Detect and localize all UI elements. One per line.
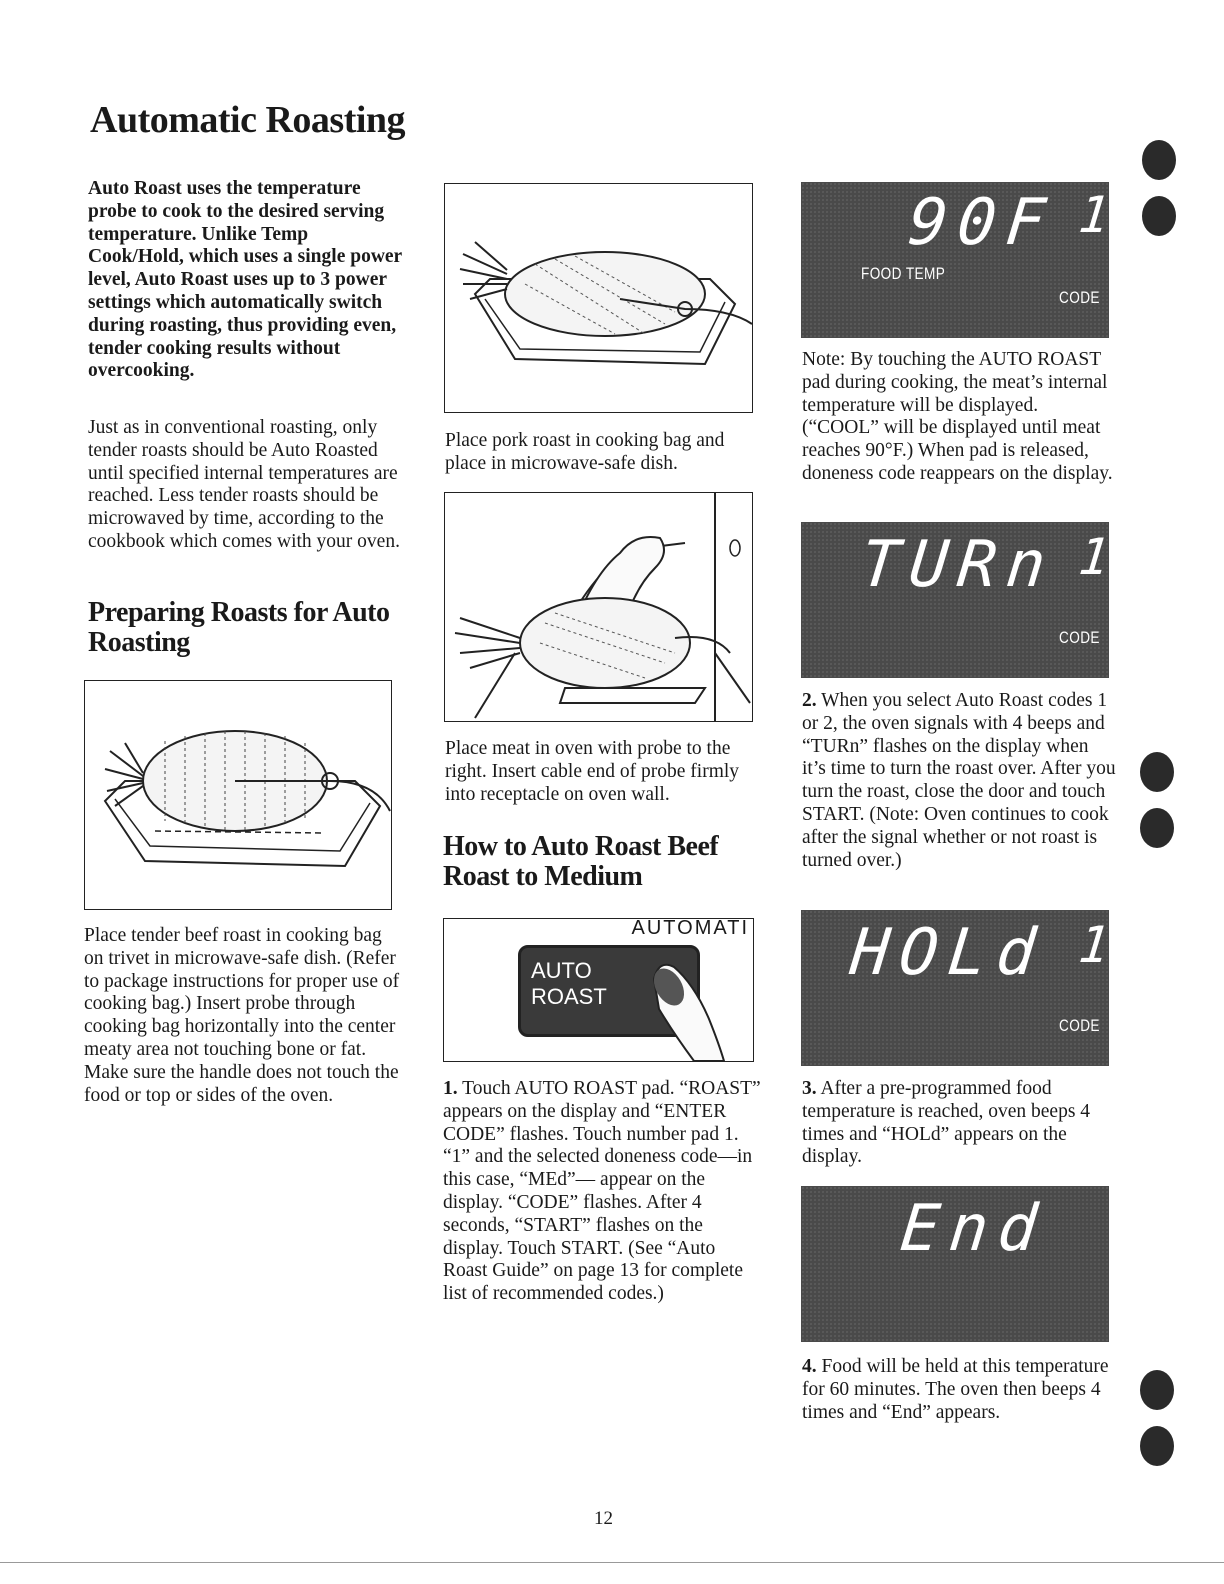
- binder-hole-mark: [1140, 808, 1174, 848]
- display-2-code-digit: 1: [1075, 528, 1123, 586]
- beef-roast-illustration: [84, 680, 392, 910]
- section-heading-preparing: Preparing Roasts for Auto Roasting: [88, 597, 390, 658]
- display-1-code-digit: 1: [1075, 186, 1123, 244]
- auto-roast-pad-illustration: [443, 918, 754, 1062]
- display-1-label-left: FOOD TEMP: [861, 264, 946, 283]
- pork-roast-illustration: [444, 183, 753, 413]
- display-2-label-right: CODE: [1059, 628, 1100, 647]
- note-paragraph: Note: By touching the AUTO ROAST pad during cooking, the meat’s internal temperature will be displayed. (“COOL” will be displayed until meat reaches 90°F.) When pad is released, doneness code reappears on the display.: [802, 349, 1113, 484]
- display-3-label-right: CODE: [1059, 1016, 1100, 1035]
- display-3-digits: HOLd: [847, 916, 1050, 990]
- intro-paragraph: Just as in conventional roasting, only tender roasts should be Auto Roasted until specified internal temperatures are reached. Less tender roasts should be microwaved by time, according to the cookbook which comes with your oven.: [88, 417, 400, 552]
- display-1-label-right: CODE: [1059, 288, 1100, 307]
- finger-icon: [634, 939, 753, 1061]
- step-3-number: 3.: [802, 1078, 817, 1099]
- display-3-code-digit: 1: [1075, 916, 1123, 974]
- section-heading-how-to: How to Auto Roast Beef Roast to Medium: [443, 831, 719, 892]
- probe-caption: Place meat in oven with probe to the right. Insert cable end of probe firmly into receptacle on oven wall.: [445, 738, 740, 805]
- display-2-digits: TURn: [857, 528, 1060, 602]
- step-1: [443, 1078, 763, 1306]
- probe-insertion-illustration: [444, 492, 753, 722]
- intro-bold-paragraph: Auto Roast uses the temperature probe to cook to the desired serving temperature. Unlike Temp Cook/Hold, which uses a single power level, Auto Roast uses up to 3 power settings which automatically switch during roasting, thus providing even, tender cooking results without overcooking.: [88, 178, 402, 382]
- bottom-rule: [0, 1562, 1224, 1563]
- beef-roast-caption: Place tender beef roast in cooking bag on trivet in microwave-safe dish. (Refer to package instructions for proper use of cooking bag.) Insert probe through cooking bag horizontally into the center meaty area not touching bone or fat. Make sure the handle does not touch the food or top or sides of the oven.: [84, 925, 400, 1106]
- step-4: [802, 1356, 1117, 1424]
- display-end: [801, 1186, 1109, 1342]
- display-hold: [801, 910, 1123, 1066]
- page-title: Automatic Roasting: [90, 99, 406, 141]
- page-number: 12: [594, 1508, 613, 1529]
- auto-roast-button-line1: AUTO: [531, 958, 592, 983]
- step-4-text: Food will be held at this temperature for 60 minutes. The oven then beeps 4 times and “End” appears.: [802, 1356, 1109, 1423]
- auto-roast-button-line2: ROAST: [531, 984, 607, 1009]
- step-1-text: Touch AUTO ROAST pad. “ROAST” appears on the display and “ENTER CODE” flashes. Touch number pad 1. “1” and the selected doneness code—in this case, “MEd”— appear on the display. “CODE” flashes. After 4 seconds, “START” flashes on the display. Touch START. (See “Auto Roast Guide” on page 13 for complete list of recommended codes.): [443, 1078, 761, 1305]
- binder-hole-mark: [1142, 196, 1176, 236]
- pork-roast-caption: Place pork roast in cooking bag and place in microwave-safe dish.: [445, 430, 725, 474]
- step-2-text: When you select Auto Roast codes 1 or 2, the oven signals with 4 beeps and “TURn” flashes on the display when it’s time to turn the roast over. After you turn the roast, close the door and touch START. (Note: Oven continues to cook after the signal whether or not roast is turned over.): [802, 690, 1116, 871]
- step-2: [802, 690, 1117, 872]
- display-1-digits: 90F: [905, 186, 1059, 260]
- binder-hole-mark: [1140, 752, 1174, 792]
- step-1-number: 1.: [443, 1078, 458, 1099]
- display-4-digits: End: [897, 1192, 1051, 1266]
- panel-header: AUTOMATI: [631, 918, 749, 939]
- step-3-text: After a pre-programmed food temperature is reached, oven beeps 4 times and “HOLd” appears on the display.: [802, 1078, 1091, 1168]
- binder-hole-mark: [1140, 1426, 1174, 1466]
- step-4-number: 4.: [802, 1356, 817, 1377]
- binder-hole-mark: [1142, 140, 1176, 180]
- binder-hole-mark: [1140, 1370, 1174, 1410]
- step-3: [802, 1078, 1117, 1169]
- display-food-temp: [801, 182, 1123, 338]
- step-2-number: 2.: [802, 690, 817, 711]
- display-turn: [801, 522, 1123, 678]
